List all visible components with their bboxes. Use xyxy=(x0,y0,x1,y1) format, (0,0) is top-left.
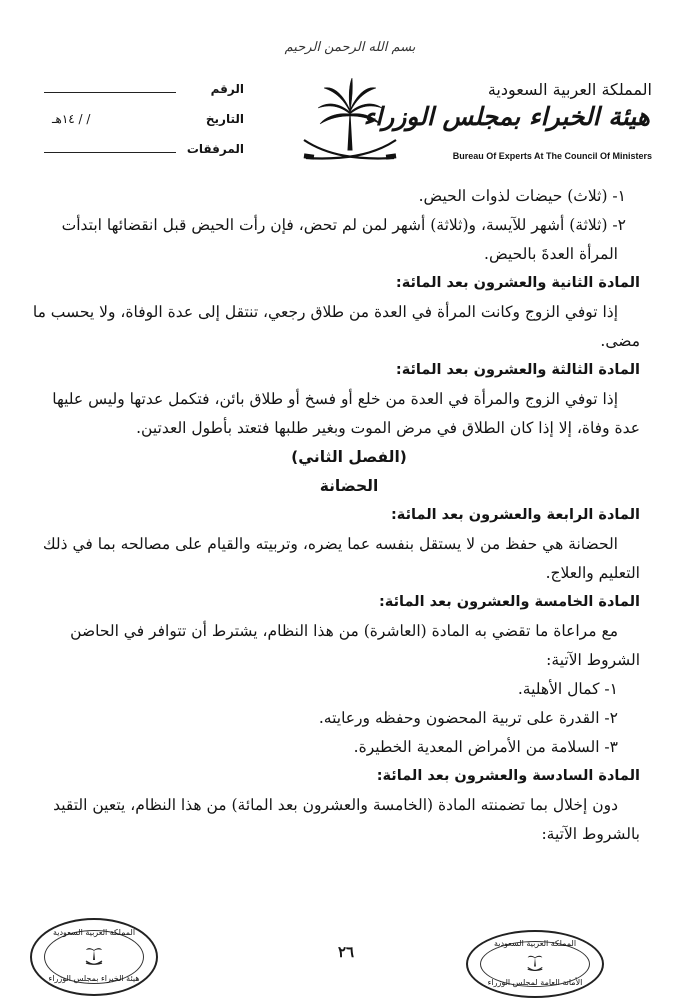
meta-number-label: الرقم xyxy=(210,82,244,96)
paragraph-line: إذا توفي الزوج والمرأة في العدة من خلع أو فسخ أو طلاق بائن، فتكمل عدتها وليس عليها xyxy=(52,390,618,408)
paragraph-line: إذا توفي الزوج وكانت المرأة في العدة من طلاق رجعي، تنتقل إلى عدة الوفاة، ولا يحسب ما xyxy=(32,303,618,321)
list-item: ١- كمال الأهلية. xyxy=(517,680,618,698)
org-name-english: Bureau Of Experts At The Council Of Ministers xyxy=(452,151,652,161)
article-heading: المادة الثانية والعشرون بعد المائة: xyxy=(395,275,640,291)
document-meta-block xyxy=(44,82,244,172)
page-number: ٢٦ xyxy=(338,943,355,961)
org-name-arabic: المملكة العربية السعودية xyxy=(487,80,652,99)
paragraph-line: بالشروط الآتية: xyxy=(541,825,640,843)
meta-attachments-row xyxy=(44,142,244,172)
stamp-left-bottom-text: هيئة الخبراء بمجلس الوزراء xyxy=(48,974,140,983)
list-item: ٢- (ثلاثة) أشهر للآيسة، و(ثلاثة) أشهر لمن لم تحض، فإن رأت الحيض قبل انقضائها ابتدأت xyxy=(61,216,626,234)
meta-number-line xyxy=(44,92,176,93)
article-heading: المادة الرابعة والعشرون بعد المائة: xyxy=(391,507,640,523)
stamp-right-top-text: المملكة العربية السعودية xyxy=(493,939,577,948)
paragraph-line: مضى. xyxy=(600,332,640,350)
list-item: ٢- القدرة على تربية المحضون وحفظه ورعايته. xyxy=(318,709,618,727)
meta-date-row xyxy=(44,112,244,142)
paragraph-line: دون إخلال بما تضمنته المادة (الخامسة والعشرون بعد المائة) من هذا النظام، يتعين التقيد xyxy=(53,796,618,814)
bismillah-calligraphy: بسم الله الرحمن الرحيم xyxy=(284,40,416,55)
stamp-left-top-text: المملكة العربية السعودية xyxy=(52,928,136,937)
chapter-subtitle: الحضانة xyxy=(319,477,379,495)
stamp-emblem-icon xyxy=(525,952,545,972)
paragraph-line: عدة وفاة، إلا إذا كان الطلاق في مرض الموت وبغير طلبها فتعتد بأطول العدتين. xyxy=(136,419,640,437)
article-heading: المادة الخامسة والعشرون بعد المائة: xyxy=(378,594,640,610)
stamp-emblem-icon xyxy=(84,944,104,966)
meta-date-value: / / ١٤هـ xyxy=(52,112,91,126)
document-body xyxy=(32,182,640,849)
chapter-title: (الفصل الثاني) xyxy=(291,448,407,466)
paragraph-line: التعليم والعلاج. xyxy=(545,564,640,582)
official-stamp-right xyxy=(466,930,604,998)
list-item: ٣- السلامة من الأمراض المعدية الخطيرة. xyxy=(353,738,618,756)
official-stamp-left xyxy=(30,918,158,996)
paragraph-line: الشروط الآتية: xyxy=(546,651,640,669)
stamp-right-bottom-text: الأمانة العامة لمجلس الوزراء xyxy=(487,978,583,987)
article-heading: المادة السادسة والعشرون بعد المائة: xyxy=(376,768,640,784)
meta-attachments-label: المرفقات xyxy=(186,142,244,156)
org-department-arabic: هيئة الخبراء بمجلس الوزراء xyxy=(363,102,650,131)
meta-attachments-line xyxy=(44,152,176,153)
meta-number-row xyxy=(44,82,244,112)
paragraph-line: مع مراعاة ما تقضي به المادة (العاشرة) من هذا النظام، يشترط أن تتوافر في الحاضن xyxy=(70,622,618,640)
paragraph-line: الحضانة هي حفظ من لا يستقل بنفسه عما يضره، وتربيته والقيام على مصالحه بما في ذلك xyxy=(42,535,618,553)
list-item: ١- (ثلاث) حيضات لذوات الحيض. xyxy=(418,187,626,205)
article-heading: المادة الثالثة والعشرون بعد المائة: xyxy=(395,362,640,378)
paragraph-line: المرأة العدةَ بالحيض. xyxy=(484,245,618,263)
meta-date-label: التاريخ xyxy=(205,112,244,126)
